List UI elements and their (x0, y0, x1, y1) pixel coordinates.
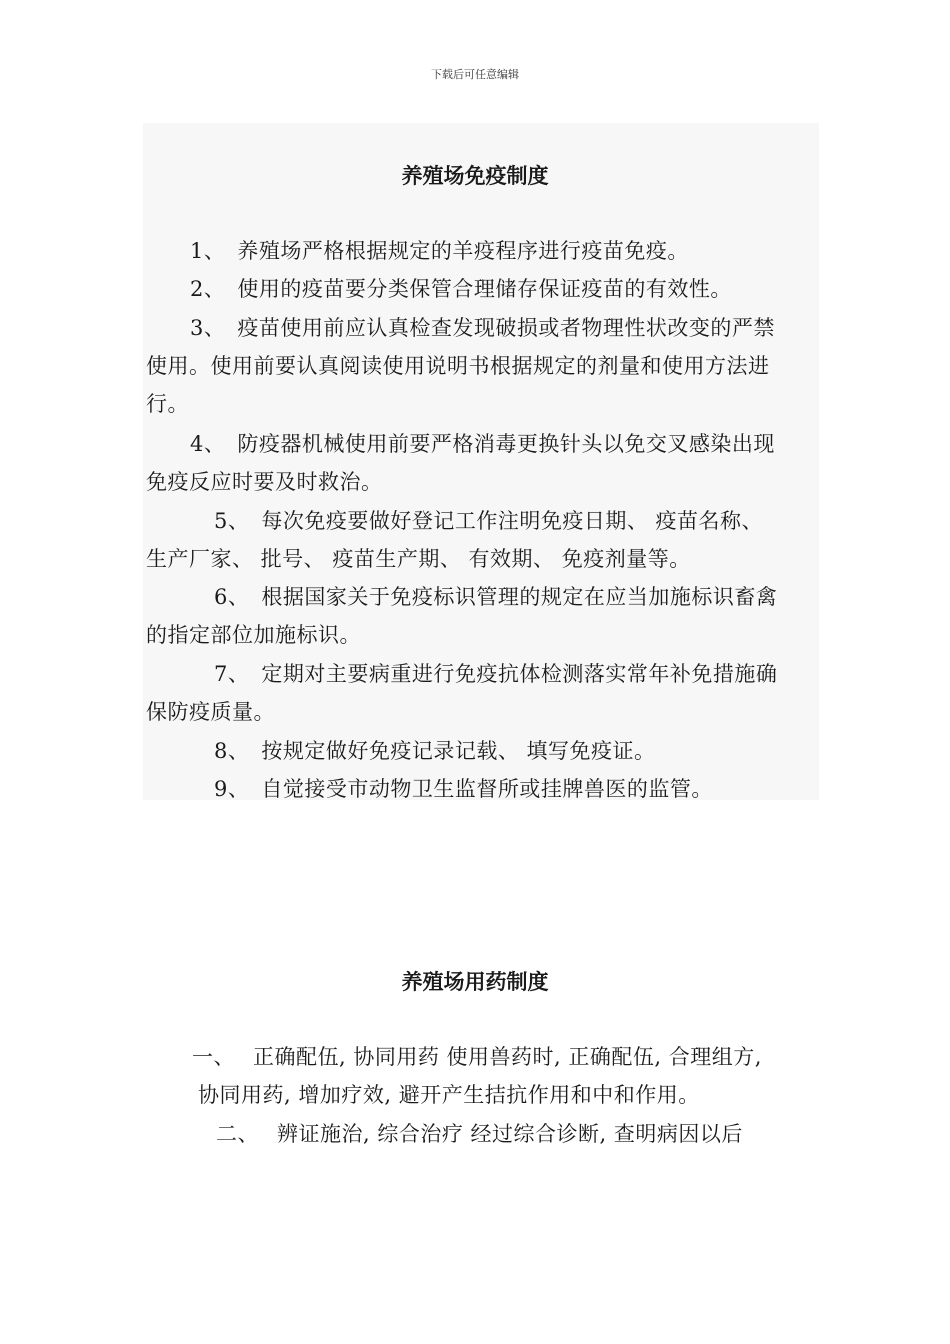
list-item (146, 425, 818, 501)
list-item (146, 770, 818, 808)
item-text: 防疫器机械使用前要严格消毒更换针头以免交叉感染出现 (237, 432, 775, 456)
item-text: 自觉接受市动物卫生监督所或挂牌兽医的监管。 (261, 777, 713, 801)
item-text: 辨证施治, 综合治疗 经过综合诊断, 查明病因以后 (277, 1122, 743, 1146)
item-text: 按规定做好免疫记录记载、 填写免疫证。 (261, 739, 656, 763)
item-text: 免疫反应时要及时救治。 (146, 470, 383, 494)
item-number: 一、 (192, 1045, 235, 1069)
section2-title: 养殖场用药制度 (401, 970, 549, 994)
list-item (146, 232, 818, 270)
item-text: 的指定部位加施标识。 (146, 623, 361, 647)
item-text: 养殖场严格根据规定的羊疫程序进行疫苗免疫。 (237, 239, 689, 263)
list-item (146, 309, 818, 423)
item-text: 保防疫质量。 (146, 700, 275, 724)
item-number: 2、 (190, 277, 226, 301)
item-number: 1、 (190, 239, 226, 263)
list-item (216, 1115, 743, 1153)
item-text: 每次免疫要做好登记工作注明免疫日期、 疫苗名称、 (261, 509, 764, 533)
item-text: 行。 (146, 392, 189, 416)
item-number: 二、 (216, 1122, 259, 1146)
item-text: 根据国家关于免疫标识管理的规定在应当加施标识畜禽 (261, 585, 778, 609)
list-item (146, 502, 818, 578)
item-number: 9、 (214, 777, 250, 801)
list-item (192, 1038, 762, 1076)
list-item (146, 655, 818, 731)
item-number: 6、 (214, 585, 250, 609)
list-item (146, 732, 818, 770)
item-text: 使用。使用前要认真阅读使用说明书根据规定的剂量和使用方法进 (146, 354, 770, 378)
item-text: 协同用药, 增加疗效, 避开产生拮抗作用和中和作用。 (198, 1083, 700, 1107)
item-text: 疫苗使用前应认真检查发现破损或者物理性状改变的严禁 (237, 316, 775, 340)
item-number: 4、 (190, 432, 226, 456)
item-number: 5、 (214, 509, 250, 533)
item-number: 7、 (214, 662, 250, 686)
item-number: 3、 (190, 316, 226, 340)
list-item (146, 578, 818, 654)
header-note: 下载后可任意编辑 (431, 68, 519, 81)
item-text: 正确配伍, 协同用药 使用兽药时, 正确配伍, 合理组方, (253, 1045, 762, 1069)
item-text: 使用的疫苗要分类保管合理储存保证疫苗的有效性。 (237, 277, 732, 301)
item-number: 8、 (214, 739, 250, 763)
section1-title: 养殖场免疫制度 (401, 164, 549, 188)
item-text: 定期对主要病重进行免疫抗体检测落实常年补免措施确 (261, 662, 778, 686)
list-item (146, 270, 818, 308)
item-text: 生产厂家、 批号、 疫苗生产期、 有效期、 免疫剂量等。 (146, 547, 691, 571)
